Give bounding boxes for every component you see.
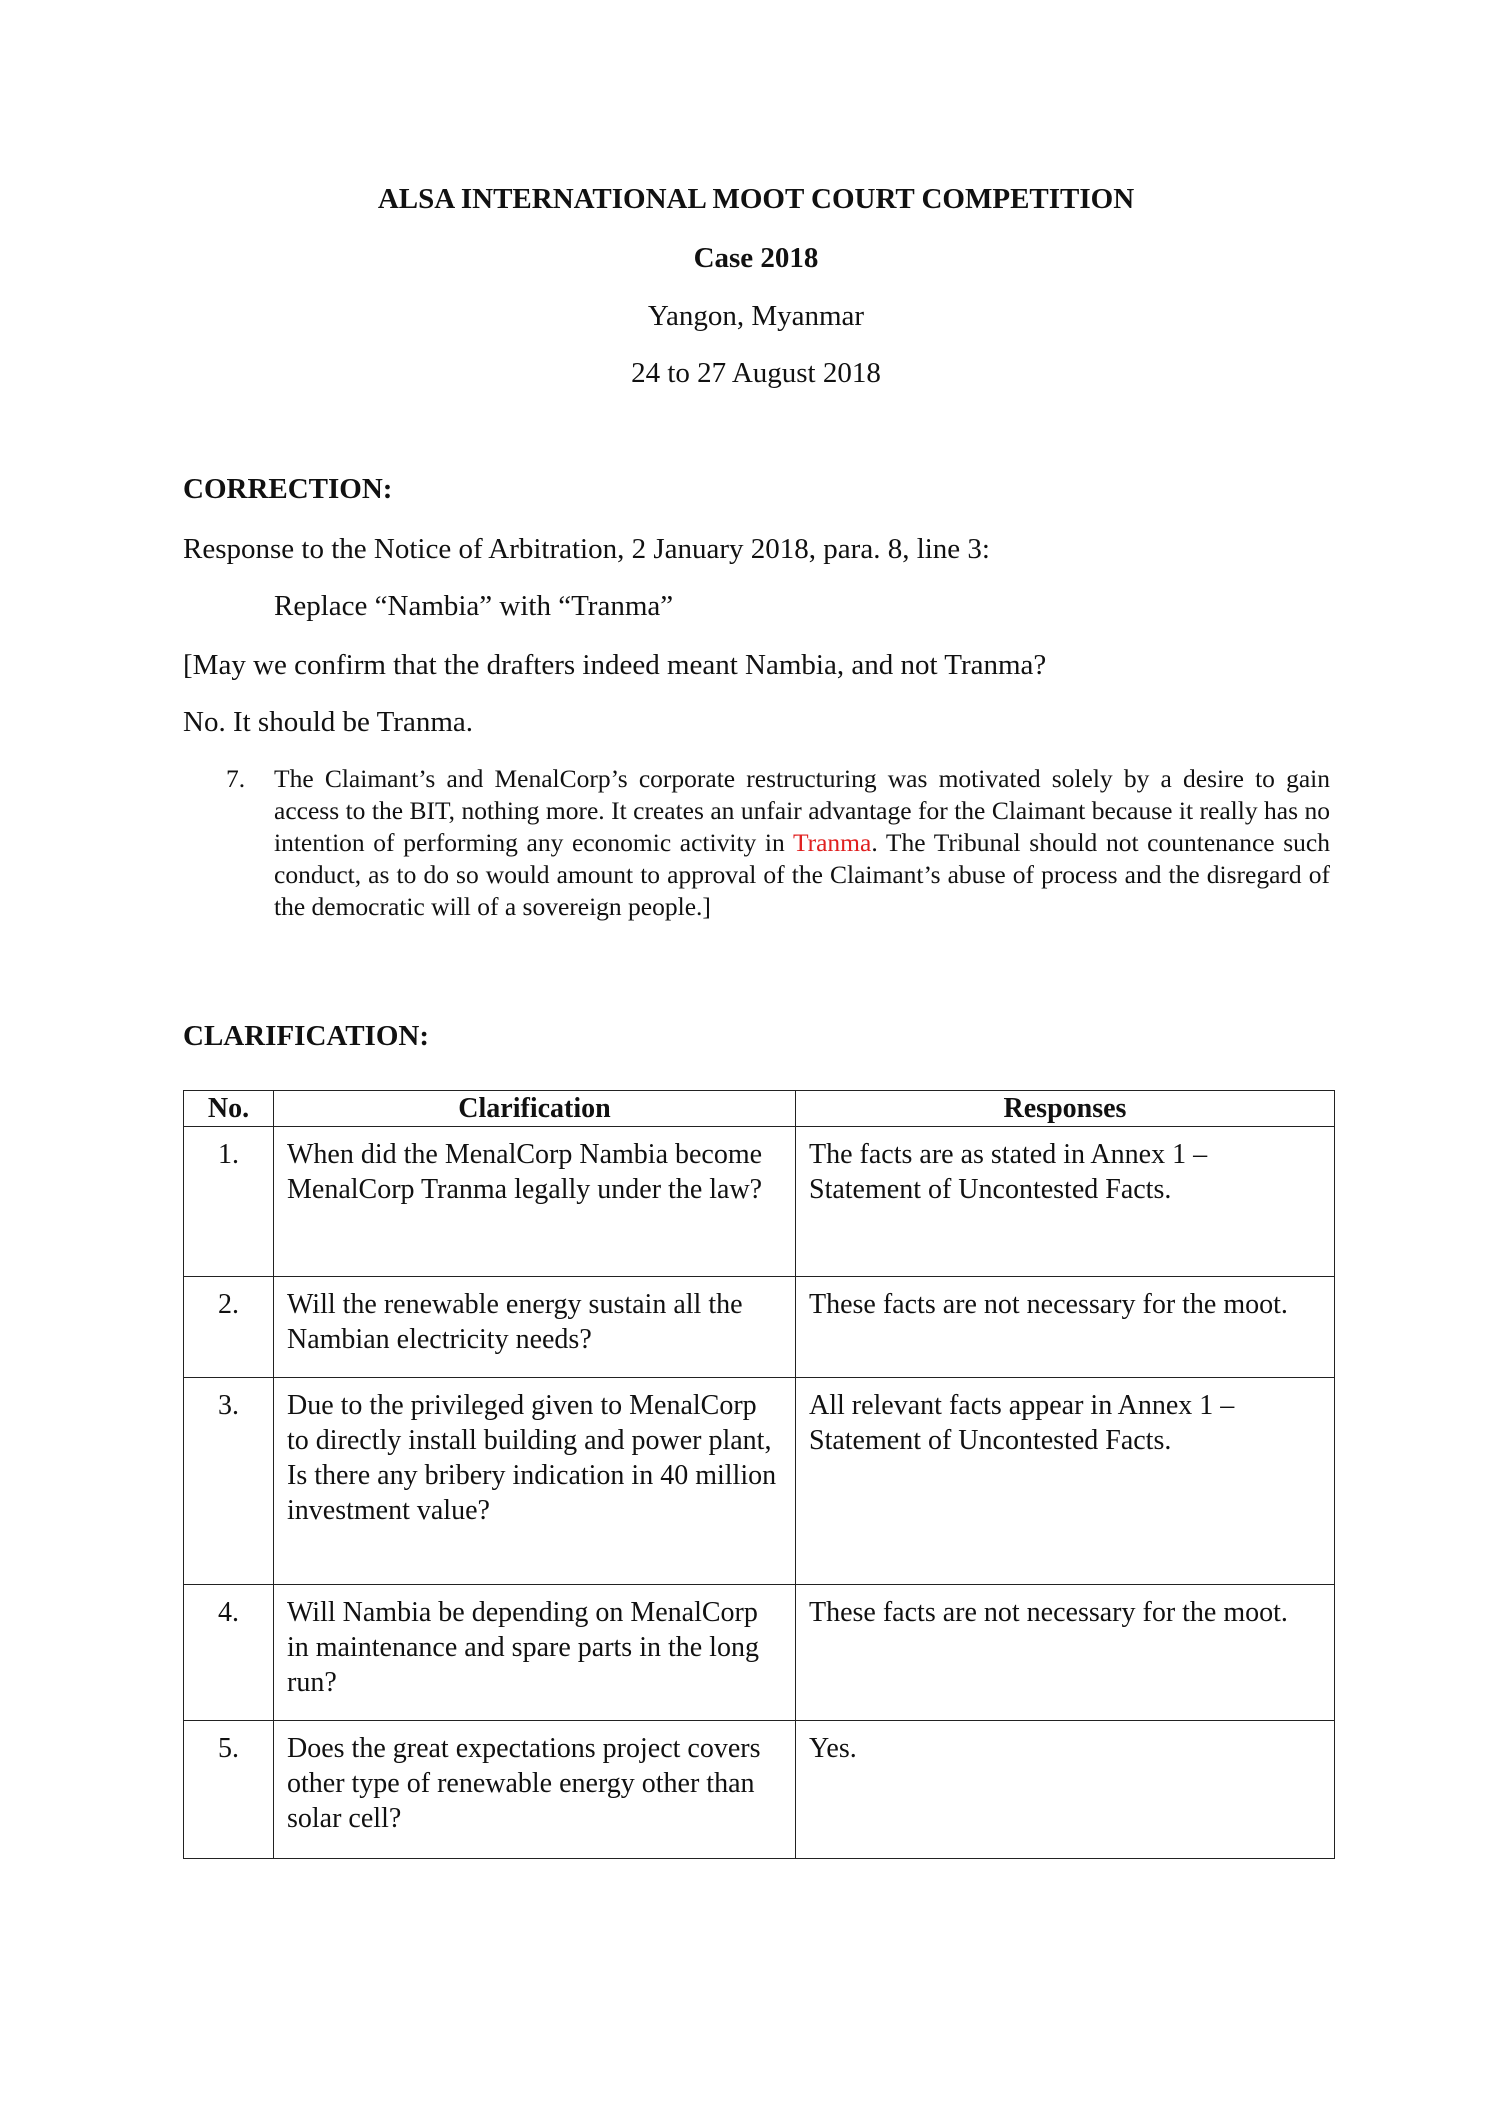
correction-instruction: Replace “Nambia” with “Tranma”: [274, 590, 674, 622]
row-number: 2.: [184, 1277, 274, 1378]
table-row: [184, 1127, 1335, 1277]
row-number: 1.: [184, 1127, 274, 1277]
clarification-question: Does the great expectations project covers other type of renewable energy other than solar cell?: [274, 1721, 796, 1859]
paragraph-number: 7.: [226, 764, 246, 793]
row-number: 5.: [184, 1721, 274, 1859]
table-row: [184, 1721, 1335, 1859]
dates: 24 to 27 August 2018: [631, 357, 881, 389]
row-number: 4.: [184, 1585, 274, 1721]
table-row: [184, 1378, 1335, 1585]
clarification-response: Yes.: [796, 1721, 1335, 1859]
clarification-response: All relevant facts appear in Annex 1 – Statement of Uncontested Facts.: [796, 1378, 1335, 1585]
correction-reference: Response to the Notice of Arbitration, 2 January 2018, para. 8, line 3:: [183, 533, 990, 565]
clarification-question: Due to the privileged given to MenalCorp to directly install building and power plant, Is there any bribery indication in 40 million investment value?: [274, 1378, 796, 1585]
paragraph-highlight: Tranma: [792, 828, 872, 857]
correction-question: [May we confirm that the drafters indeed meant Nambia, and not Tranma?: [183, 649, 1047, 681]
column-header: Responses: [796, 1091, 1335, 1127]
case-label: Case 2018: [693, 242, 819, 274]
correction-heading: CORRECTION:: [183, 473, 393, 505]
column-header: No.: [184, 1091, 274, 1127]
clarification-heading: CLARIFICATION:: [183, 1020, 429, 1052]
paragraph-text: The Claimant’s and MenalCorp’s corporate restructuring was motivated solely by a desire to gain access to the BIT, nothing more. It creates an unfair advantage for the Claimant because it really has no intention of performing any economic activity in: [274, 764, 1330, 857]
clarification-response: These facts are not necessary for the moot.: [796, 1585, 1335, 1721]
clarification-question: Will the renewable energy sustain all the Nambian electricity needs?: [274, 1277, 796, 1378]
row-number: 3.: [184, 1378, 274, 1585]
clarification-question: Will Nambia be depending on MenalCorp in maintenance and spare parts in the long run?: [274, 1585, 796, 1721]
paragraph-text-end: . The Tribunal should not countenance such conduct, as to do so would amount to approval of the Claimant’s abuse of process and the disregard of the democratic will of a sovereign people.]: [274, 828, 1330, 921]
clarification-question: When did the MenalCorp Nambia become MenalCorp Tranma legally under the law?: [274, 1127, 796, 1277]
quoted-paragraph: [274, 763, 1330, 923]
table-header: [184, 1091, 1335, 1127]
document-title: ALSA INTERNATIONAL MOOT COURT COMPETITION: [377, 183, 1135, 215]
location: Yangon, Myanmar: [647, 300, 865, 332]
clarification-response: These facts are not necessary for the moot.: [796, 1277, 1335, 1378]
clarification-table: [183, 1090, 1335, 1859]
table-row: [184, 1277, 1335, 1378]
table-row: [184, 1585, 1335, 1721]
correction-answer: No. It should be Tranma.: [183, 706, 473, 738]
clarification-response: The facts are as stated in Annex 1 – Statement of Uncontested Facts.: [796, 1127, 1335, 1277]
column-header: Clarification: [274, 1091, 796, 1127]
